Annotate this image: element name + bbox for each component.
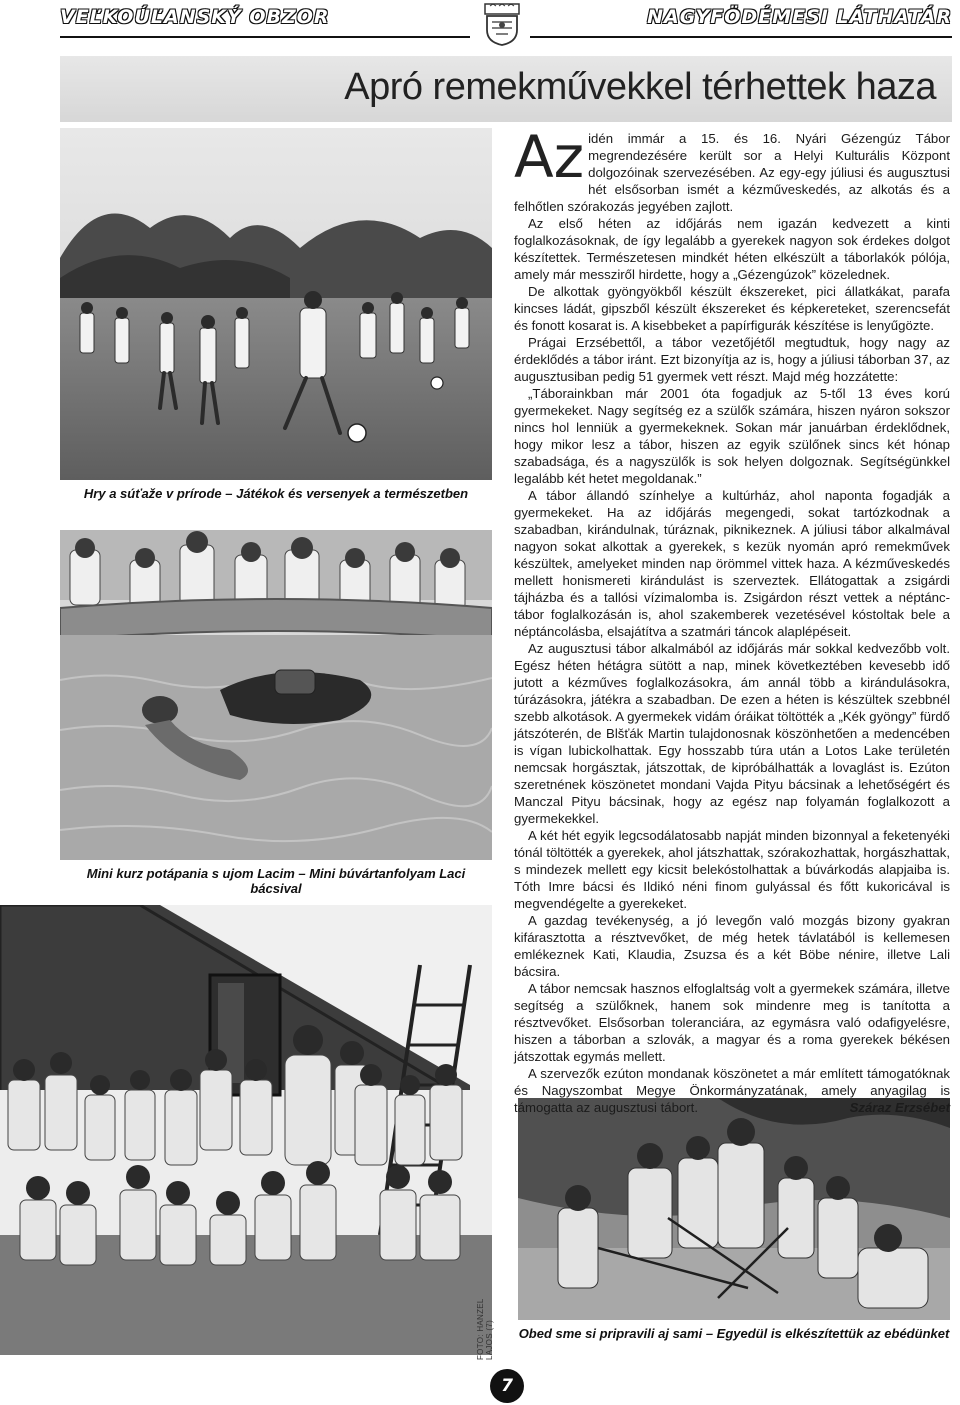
article-paragraph-9: A gazdag tevékenység, a jó levegőn való mozgás bizony gyakran kifárasztotta a résztvevőket, de még hetek távlatából is kellemesen emlékeznek Kati, Klaudia, Zsuzsa és a két Böbe nénire, illetve Lali bácsira. [514, 913, 950, 979]
article-quote: „Táborainkban már 2001 óta fogadjuk az 5-től 13 éves korú gyermekeket. Nagy segítség ez a szülők számára, hiszen nyáron sokszor nincs hol lenniük a gyermekeknek. Sokan már januárban érdeklődnek, hogy mikor lesz a tábor, hiszen az egyik szülőnek sincs két hónap szabadsága, és a nagyszülők is sok helyen dolgoznak. Segítségünkkel legalább két hetet megoldanak.” [514, 386, 950, 486]
article-paragraph-2: Az első héten az időjárás nem igazán kedvezett a kinti foglalkozásoknak, de így legalább a gyerekek nagyon sok érdekes dolgot készítettek. Természetesen mindkét héten elkészült a táborlakók pólója, amely már messziről hirdette, hogy a „Gézengúzok” közelednek. [514, 216, 950, 282]
photo-cooking [518, 1098, 950, 1320]
article-paragraph-4: Prágai Erzsébettől, a tábor vezetőjétől megtudtuk, hogy nagy az érdeklődés a tábor iránt. Ezt bizonyítja az is, hogy a júliusi táborban 37, az augusztusiban pedig 51 gyermek vett részt. Majd még hozzátette: [514, 335, 950, 384]
photo-pool-diving [60, 530, 492, 860]
masthead-left-title: VEĽKOÚĽANSKÝ OBZOR [60, 6, 330, 28]
article-headline: Apró remekművekkel térhettek haza [344, 66, 936, 108]
header-rule-left [60, 36, 470, 38]
headline-band [60, 56, 952, 122]
paragraph-text: A szervezők ezúton mondanak köszönetet a már említett támogatóknak és Nagyszombat Megye Önkormányzatának, amely anyagilag is támogatta az augusztusi tábort. [514, 1066, 950, 1115]
photo-group-portrait [0, 905, 492, 1355]
article-paragraph-1 [514, 123, 950, 215]
article-paragraph-7: Az augusztusi tábor alkalmából az időjárás már sokkal kedvezőbb volt. Egész héten hétágra sütött a nap, minek következtében kevesebb idő jutott a kézműves foglalkozásokra, ám annál több a kirándulásokra, túrázásokra, játékra a szabadban. De ezen a héten is készültek szebbnél szebb alkotások. A gyermekek vidám óráikat töltötték a „Kék gyöngy” fürdő játszóterén, de Blšťák Martin tulajdonosnak köszönhetően a medencében is vígan lubickolhattak. Egy hosszabb túra után a Lotos Lake területén nemcsak horgásztak, játszottak, de kipróbálhatták a lovaglást is. Ezúton szeretnének köszönetet mondani Vajda Pityu bácsinak a lehetőségért és Manczal Pityu bácsinak, hogy az egész nap folyamán foglalkozott a gyermekekkel. [514, 641, 950, 826]
article-paragraph-6: A tábor állandó színhelye a kultúrház, ahol naponta fogadják a gyermekeket. Ha az időjárás megengedi, sokat tartózkodnak a szabadban, kirándulnak, túráznak, piknikeznek. A júliusi tábor alkalmával nagyon sokat alkottak a gyerekek, s kezük nyomán apró remekművek készültek, amelyeket minden nap örömmel vittek haza. A kézműveskedés mellett honismereti kirándulást is szerveztek. Ellátogattak a zsigárdi tájházba és a tallósi vízimalomba is. Zsigárdon részt vettek a néptánc-tábor foglalkozásán is, ahol szakemberek vezetésével kóstoltak bele a néptáncolásba, elsajátítva a szatmári táncok alaplépéseit. [514, 488, 950, 639]
page-number: 7 [490, 1369, 524, 1403]
article-body [514, 123, 950, 1116]
photo-outdoor-games [60, 128, 492, 480]
paragraph-text: idén immár a 15. és 16. Nyári Gézengúz Tábor megrendezésére került sor a Helyi Kulturális Központ dolgozóinak szervezésében. Az egy-egy júliusi és augusztusi hét elsősorban ismét a kézműveskedés, az alkotás és a felhőtlen szórakozás jegyében zajlott. [514, 131, 950, 214]
photo-credit: FOTO: HANZEL LAJOS (7) [476, 1298, 494, 1360]
photo1-caption: Hry a súťaže v prírode – Játékok és versenyek a természetben [83, 486, 469, 501]
article-paragraph-10: A tábor nemcsak hasznos elfoglaltság volt a gyermekek számára, illetve segítség a szülőknek, hanem sok mindenre meg is tanította a résztvevőket. Elsősorban toleranciára, az egymásra való odafigyelésre, hiszen a táborban a szlovák, a magyar és a roma gyerekek békésen játszottak egymás mellett. [514, 981, 950, 1064]
town-crest-icon [482, 2, 522, 46]
drop-cap: Az [514, 123, 585, 191]
article-paragraph-3: De alkottak gyöngyökből készült ékszereket, pici állatkákat, parafa kincses ládát, gipszből készült ékszereket és képkereteket, szerencsefát és fonott kosarat is. A kisebbeket a papírfigurák készítése is lenyűgözte. [514, 284, 950, 333]
article-paragraph-8: A két hét egyik legcsodálatosabb napját minden bizonnyal a feketenyéki tónál töltötték a gyerekek, ahol játszhattak, szórakozhattak, horgászhattak, s mindezek mellett egy kicsit belekóstolhattak a búvárkodás alapjaiba is. Tóth Imre bácsi és Ildikó néni finom gulyással és főtt kukoricával is megvendégelte a gyerekeket. [514, 828, 950, 911]
article-author: Száraz Erzsébet [849, 1100, 950, 1115]
photo4-caption: Obed sme si pripravili aj sami – Egyedül is elkészítettük az ebédünket [518, 1326, 950, 1341]
article-paragraph-11 [514, 1065, 950, 1116]
photo2-caption: Mini kurz potápania s ujom Lacim – Mini búvártanfolyam Laci bácsival [86, 866, 466, 896]
masthead-right-title: NAGYFÖDÉMESI LÁTHATÁR [647, 6, 952, 28]
header-rule-right [530, 36, 952, 38]
